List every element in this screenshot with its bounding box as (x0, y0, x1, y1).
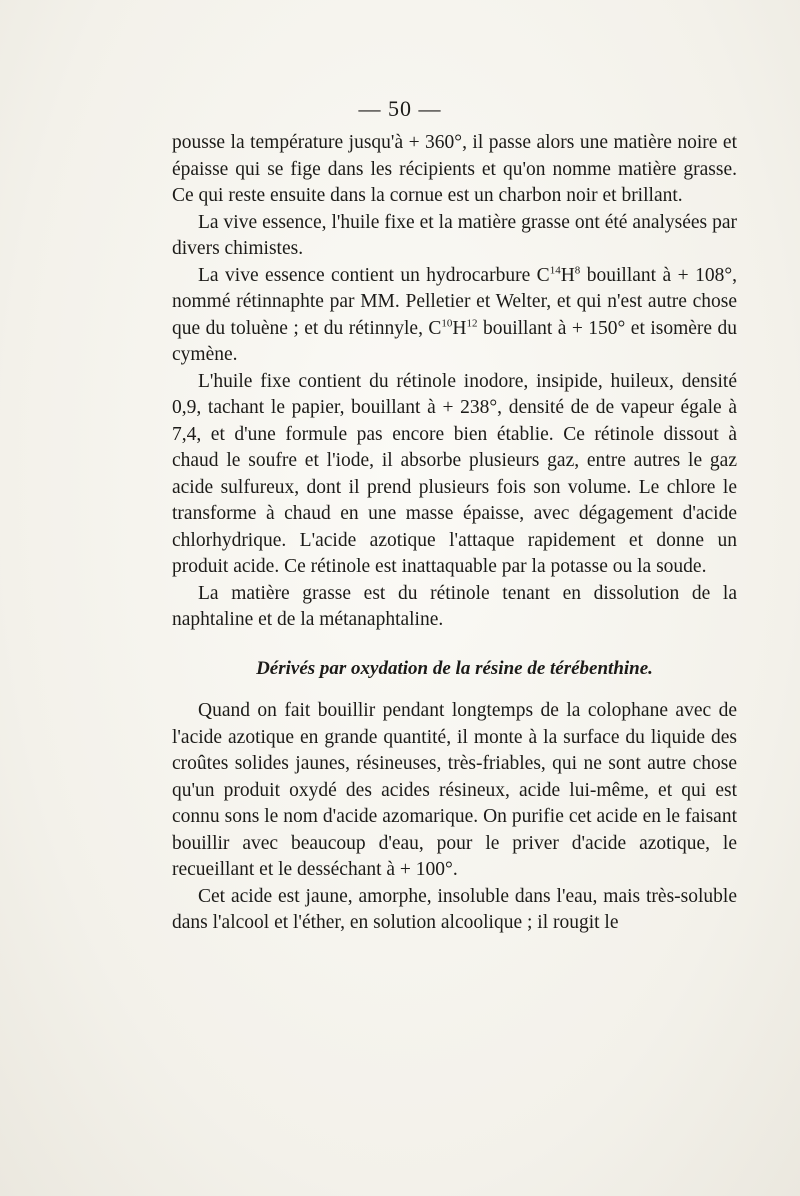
paragraph-7: Cet acide est jaune, amorphe, insoluble dans l'eau, mais très-soluble dans l'alcool et l'éther, en solution alcoolique ; il rougit le (172, 885, 737, 933)
paragraph-1: pousse la température jusqu'à + 360°, il passe alors une matière noire et épaisse qui se fige dans les récipients et qu'on nomme matière grasse. Ce qui reste ensuite dans la cornue est un charbon noir et brillant. (172, 132, 737, 206)
subscript-index: 14 (549, 264, 561, 276)
text-block (172, 130, 737, 937)
paragraph-6: Quand on fait bouillir pendant longtemps de la colophane avec de l'acide azotique en grande quantité, il monte à la surface du liquide des croûtes solides jaunes, résineuses, très-friables, qui ne sont autre chose qu'un produit oxydé des acides résineux, acide lui-même, et qui est connu sons le nom d'acide azomarique. On purifie cet acide en le faisant bouillir avec beaucoup d'eau, pour le priver d'acide azotique, le recueillant et le desséchant à + 100°. (172, 700, 737, 880)
paragraph-2: La vive essence, l'huile fixe et la matière grasse ont été analysées par divers chimistes. (172, 211, 737, 259)
text-segment: H (560, 264, 575, 286)
subscript-index: 12 (466, 317, 478, 329)
page-number: — 50 — (358, 96, 442, 121)
paragraph-5: La matière grasse est du rétinole tenant en dissolution de la naphtaline et de la métanaphtaline. (172, 582, 737, 630)
text-segment: bouillant à + 150° et isomère du cymène. (172, 317, 737, 365)
subscript-index: 8 (574, 264, 581, 276)
subscript-index: 10 (441, 317, 453, 329)
section-heading: Dérivés par oxydation de la résine de térébenthine. (256, 657, 653, 679)
paragraph-3 (172, 263, 737, 369)
paragraph-4: L'huile fixe contient du rétinole inodore, insipide, huileux, densité 0,9, tachant le papier, bouillant à + 238°, densité de de vapeur égale à 7,4, et d'une formule pas encore bien établie. Ce rétinole dissout à chaud le soufre et l'iode, il absorbe plusieurs gaz, entre autres le gaz acide sulfureux, dont il prend plusieurs fois son volume. Le chlore le transforme à chaud en une masse épaisse, avec dégagement d'acide chlorhydrique. L'acide azotique l'attaque rapidement et donne un produit acide. Ce rétinole est inattaquable par la potasse ou la soude. (172, 370, 737, 577)
text-segment: La vive essence contient un hydrocarbure C (198, 264, 550, 286)
text-segment: bouillant à + 108°, nommé rétinnaphte par MM. Pelletier et Welter, et qui n'est autre chose que du toluène ; et du rétinnyle, C (172, 264, 738, 339)
text-segment: H (452, 317, 467, 339)
